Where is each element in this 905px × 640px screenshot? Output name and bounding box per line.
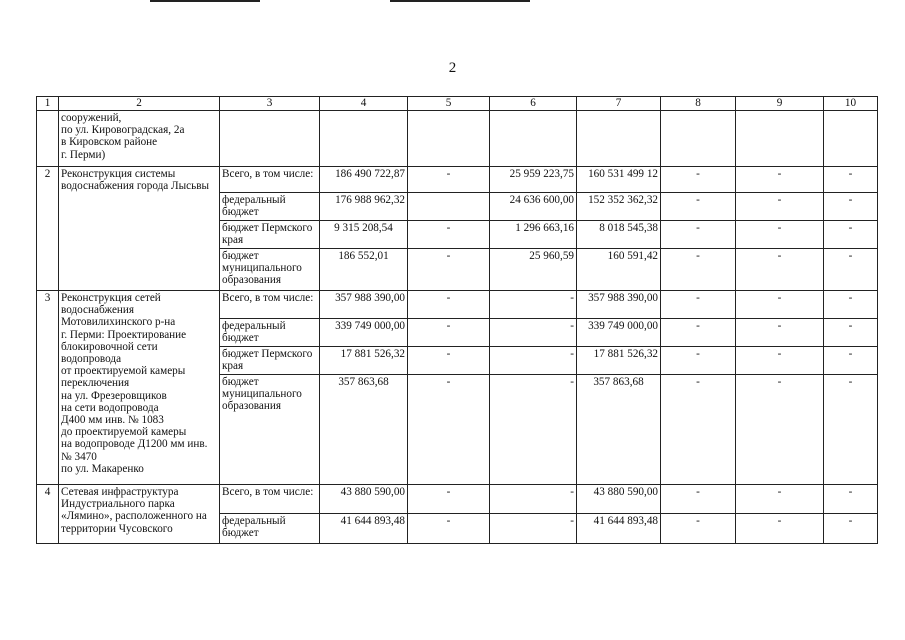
- object-name: Реконструкция системы водоснабжения города Лысьвы: [59, 167, 220, 291]
- amount-col8: -: [661, 514, 736, 544]
- funding-source: Всего, в том числе:: [220, 167, 320, 193]
- amount-col10: -: [824, 514, 878, 544]
- amount-col6: 1 296 663,16: [490, 221, 577, 249]
- amount-col7: 160 531 499 12: [577, 167, 661, 193]
- amount-col8: -: [661, 167, 736, 193]
- amount-col7: 17 881 526,32: [577, 347, 661, 375]
- row-index: 2: [37, 167, 59, 291]
- funding-source: Всего, в том числе:: [220, 485, 320, 514]
- amount-col9: -: [736, 221, 824, 249]
- header-row: [37, 97, 878, 111]
- amount-total: 339 749 000,00: [320, 319, 408, 347]
- amount-col7: 357 863,68: [577, 375, 661, 485]
- column-header: 8: [661, 97, 736, 111]
- amount-col8: -: [661, 375, 736, 485]
- table-row: [37, 291, 878, 319]
- funding-source: бюджет муниципального образования: [220, 375, 320, 485]
- amount-col5: -: [408, 514, 490, 544]
- funding-source: Всего, в том числе:: [220, 291, 320, 319]
- amount-col8: -: [661, 347, 736, 375]
- amount-col9: -: [736, 167, 824, 193]
- funding-source: федеральный бюджет: [220, 193, 320, 221]
- amount-col5: [408, 193, 490, 221]
- amount-col10: -: [824, 249, 878, 291]
- amount-col9: -: [736, 485, 824, 514]
- funding-source: бюджет Пермского края: [220, 347, 320, 375]
- row-index: [37, 111, 59, 167]
- amount-col5: -: [408, 291, 490, 319]
- top-edge-line: [150, 0, 260, 2]
- amount-col9: -: [736, 193, 824, 221]
- continuation-row: [37, 111, 878, 167]
- amount-col9: -: [736, 375, 824, 485]
- amount-col6: -: [490, 319, 577, 347]
- empty-cell: [577, 111, 661, 167]
- funding-source: федеральный бюджет: [220, 514, 320, 544]
- funding-source: бюджет Пермского края: [220, 221, 320, 249]
- amount-col8: -: [661, 193, 736, 221]
- empty-cell: [661, 111, 736, 167]
- amount-col7: 8 018 545,38: [577, 221, 661, 249]
- object-name: Сетевая инфраструктура Индустриального парка «Лямино», расположенного на территории Чусовского: [59, 485, 220, 544]
- budget-table: [36, 96, 878, 544]
- amount-col7: 160 591,42: [577, 249, 661, 291]
- column-header: 2: [59, 97, 220, 111]
- amount-col10: -: [824, 375, 878, 485]
- amount-col5: -: [408, 221, 490, 249]
- amount-total: 176 988 962,32: [320, 193, 408, 221]
- empty-cell: [220, 111, 320, 167]
- amount-total: 186 490 722,87: [320, 167, 408, 193]
- amount-col9: -: [736, 291, 824, 319]
- column-header: 9: [736, 97, 824, 111]
- amount-total: 9 315 208,54: [320, 221, 408, 249]
- amount-total: 17 881 526,32: [320, 347, 408, 375]
- amount-col10: -: [824, 193, 878, 221]
- column-header: 1: [37, 97, 59, 111]
- object-name: сооружений, по ул. Кировоградская, 2а в Кировском районе г. Перми): [59, 111, 220, 167]
- amount-col6: -: [490, 485, 577, 514]
- amount-col6: -: [490, 375, 577, 485]
- row-index: 4: [37, 485, 59, 544]
- amount-col6: 24 636 600,00: [490, 193, 577, 221]
- amount-col10: -: [824, 485, 878, 514]
- amount-col5: -: [408, 485, 490, 514]
- top-edge-line: [390, 0, 530, 2]
- amount-col7: 43 880 590,00: [577, 485, 661, 514]
- empty-cell: [736, 111, 824, 167]
- amount-col7: 152 352 362,32: [577, 193, 661, 221]
- amount-col5: -: [408, 347, 490, 375]
- amount-col8: -: [661, 485, 736, 514]
- amount-col7: 41 644 893,48: [577, 514, 661, 544]
- object-name: Реконструкция сетей водоснабжения Мотовилихинского р-на г. Перми: Проектирование блокировочной сети водопровода от проектируемой камеры переключения на ул. Фрезеровщиков на сети водопровода Д400 мм инв. № 1083 до проектируемой камеры на водопроводе Д1200 мм инв. № 3470 по ул. Макаренко: [59, 291, 220, 485]
- amount-col6: 25 959 223,75: [490, 167, 577, 193]
- amount-col10: -: [824, 167, 878, 193]
- amount-col8: -: [661, 249, 736, 291]
- page-number: 2: [448, 60, 457, 76]
- empty-cell: [320, 111, 408, 167]
- amount-col6: 25 960,59: [490, 249, 577, 291]
- column-header: 3: [220, 97, 320, 111]
- amount-col5: -: [408, 319, 490, 347]
- amount-total: 357 863,68: [320, 375, 408, 485]
- amount-col5: -: [408, 375, 490, 485]
- amount-total: 357 988 390,00: [320, 291, 408, 319]
- empty-cell: [490, 111, 577, 167]
- amount-total: 41 644 893,48: [320, 514, 408, 544]
- table-row: [37, 485, 878, 514]
- empty-cell: [824, 111, 878, 167]
- amount-col6: -: [490, 347, 577, 375]
- amount-col10: -: [824, 347, 878, 375]
- column-header: 7: [577, 97, 661, 111]
- funding-source: бюджет муниципального образования: [220, 249, 320, 291]
- column-header: 5: [408, 97, 490, 111]
- amount-total: 186 552,01: [320, 249, 408, 291]
- amount-col6: -: [490, 291, 577, 319]
- amount-col8: -: [661, 221, 736, 249]
- amount-col10: -: [824, 221, 878, 249]
- row-index: 3: [37, 291, 59, 485]
- funding-source: федеральный бюджет: [220, 319, 320, 347]
- amount-col9: -: [736, 319, 824, 347]
- empty-cell: [408, 111, 490, 167]
- amount-col6: -: [490, 514, 577, 544]
- amount-col9: -: [736, 347, 824, 375]
- amount-col10: -: [824, 319, 878, 347]
- column-header: 4: [320, 97, 408, 111]
- amount-col8: -: [661, 319, 736, 347]
- amount-col7: 357 988 390,00: [577, 291, 661, 319]
- amount-col8: -: [661, 291, 736, 319]
- column-header: 6: [490, 97, 577, 111]
- amount-col9: -: [736, 514, 824, 544]
- amount-col7: 339 749 000,00: [577, 319, 661, 347]
- amount-col5: -: [408, 167, 490, 193]
- table-row: [37, 167, 878, 193]
- amount-col5: -: [408, 249, 490, 291]
- amount-total: 43 880 590,00: [320, 485, 408, 514]
- column-header: 10: [824, 97, 878, 111]
- amount-col9: -: [736, 249, 824, 291]
- amount-col10: -: [824, 291, 878, 319]
